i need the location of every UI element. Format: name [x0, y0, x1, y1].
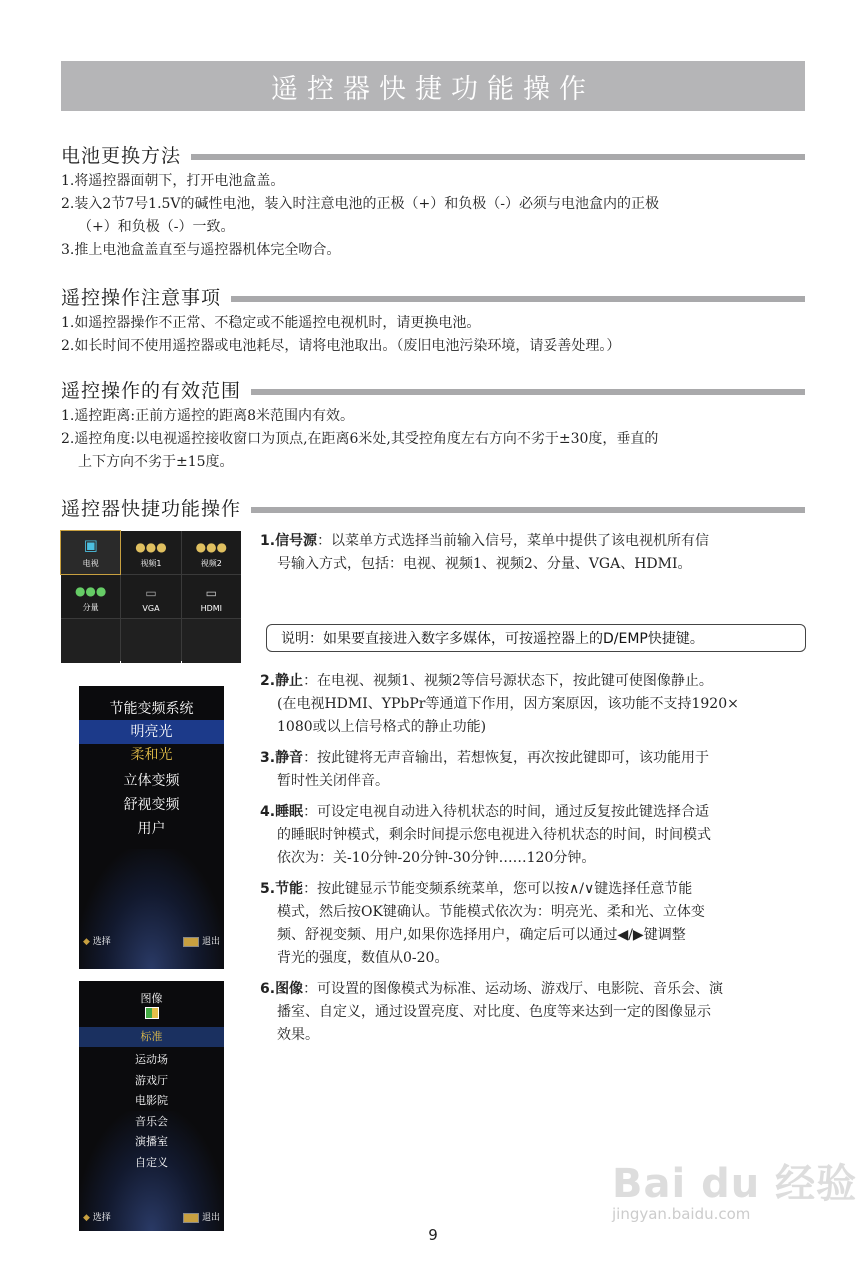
section-title: 遥控操作注意事项: [61, 287, 222, 309]
range-line-1: 1.遥控距离:正前方遥控的距离8米范围内有效。: [61, 408, 354, 424]
energy-option: 舒视变频: [123, 797, 180, 813]
range-line-2-cont: 上下方向不劣于±15度。: [78, 454, 234, 470]
battery-step-2-cont: （+）和负极（-）一致。: [78, 219, 235, 235]
hdmi-port-icon: ▭: [205, 586, 217, 600]
notes-list: [61, 312, 807, 358]
picture-option: 电影院: [135, 1094, 168, 1107]
section-divider: [191, 154, 805, 160]
page-number: 9: [428, 1226, 438, 1244]
section-title: 电池更换方法: [61, 145, 182, 167]
item-text-cont: 暂时性关闭伴音。: [277, 773, 389, 789]
item-key: 节能: [275, 881, 304, 897]
section-shortcut-heading: [61, 494, 805, 521]
section-divider: [251, 507, 805, 513]
energy-option: 立体变频: [123, 773, 180, 789]
item-mute: [260, 747, 808, 793]
baidu-watermark: [612, 1152, 857, 1223]
item-key: 信号源: [275, 533, 318, 549]
rca-jack-icon: ●●●: [135, 540, 167, 554]
item-text-cont: 号输入方式，包括：电视、视频1、视频2、分量、VGA、HDMI。: [277, 556, 692, 572]
note-box: 说明：如果要直接进入数字多媒体，可按遥控器上的D/EMP快捷键。: [266, 624, 806, 652]
section-title: 遥控器快捷功能操作: [61, 498, 242, 520]
banner-title: 遥控器快捷功能操作: [271, 73, 595, 105]
footer-exit-label: 退出: [201, 1213, 220, 1223]
watermark-main: Bai du 经验: [612, 1161, 858, 1207]
watermark-url: jingyan.baidu.com: [612, 1205, 751, 1223]
item-number: 4.: [260, 804, 276, 820]
source-cell-label: 视频1: [140, 559, 162, 568]
item-text-cont: (在电视HDMI、YPbPr等通道下作用，因方案原因，该功能不支持1920×: [277, 696, 739, 712]
item-text: ：可设定电视自动进入待机状态的时间，通过反复按此键选择合适: [303, 804, 710, 820]
source-menu-image: [61, 531, 241, 661]
item-text-cont: 1080或以上信号格式的静止功能): [277, 719, 487, 735]
item-text: ：可设置的图像模式为标准、运动场、游戏厅、电影院、音乐会、演: [303, 981, 724, 997]
item-text-cont: 的睡眠时钟模式，剩余时间提示您电视进入待机状态的时间，时间模式: [277, 827, 711, 843]
item-text: ：按此键显示节能变频系统菜单，您可以按∧/∨键选择任意节能: [303, 881, 693, 897]
source-cell-label: VGA: [142, 604, 160, 613]
item-list: [260, 670, 808, 1055]
section-battery-heading: [61, 141, 805, 168]
picture-option: 自定义: [135, 1156, 168, 1169]
item-energy: [260, 878, 808, 970]
battery-steps: [61, 170, 807, 262]
item-picture: [260, 978, 808, 1047]
picture-option: 游戏厅: [135, 1074, 168, 1087]
section-range-heading: [61, 376, 805, 403]
section-notes-heading: [61, 283, 805, 310]
tv-icon: ▣: [83, 536, 98, 554]
item-source: [260, 530, 808, 576]
page-banner: [61, 61, 805, 111]
item-number: 5.: [260, 881, 276, 897]
source-cell-label: 分量: [82, 603, 99, 612]
item-text-cont: 效果。: [277, 1027, 319, 1043]
picture-icon: [79, 1007, 224, 1022]
range-line-2: 2.遥控角度:以电视遥控接收窗口为顶点,在距离6米处,其受控角度左右方向不劣于±30度，垂直的: [61, 431, 659, 447]
energy-menu-title: 节能变频系统: [109, 701, 194, 717]
battery-step-1: 1.将遥控器面朝下，打开电池盒盖。: [61, 173, 285, 189]
source-cell-av1: [121, 531, 180, 574]
item-key: 静止: [275, 673, 304, 689]
item-text-cont: 播室、自定义，通过设置亮度、对比度、色度等来达到一定的图像显示: [277, 1004, 711, 1020]
item-number: 3.: [260, 750, 276, 766]
item-text-cont: 模式，然后按OK键确认。节能模式依次为：明亮光、柔和光、立体变: [277, 904, 705, 920]
notes-line-2: 2.如长时间不使用遥控器或电池耗尽，请将电池取出。（废旧电池污染环境，请妥善处理。）: [61, 338, 621, 354]
energy-menu-image: [79, 686, 224, 969]
battery-step-3: 3.推上电池盒盖直至与遥控器机体完全吻合。: [61, 242, 341, 258]
energy-option: 用户: [137, 821, 166, 837]
picture-option: 运动场: [135, 1053, 168, 1066]
footer-select-label: 选择: [92, 1213, 111, 1223]
component-jack-icon: ●●●: [74, 584, 107, 598]
picture-menu-footer: [83, 1210, 220, 1223]
picture-menu-image: [79, 981, 224, 1231]
rca-jack-icon: ●●●: [195, 540, 228, 554]
item-key: 静音: [275, 750, 304, 766]
section-divider: [251, 389, 805, 395]
picture-option: 演播室: [135, 1135, 168, 1148]
item-freeze: [260, 670, 808, 739]
energy-option: 柔和光: [130, 747, 173, 763]
footer-exit-label: 退出: [201, 937, 220, 947]
source-cell-hdmi: [182, 575, 241, 618]
source-cell-vga: [121, 575, 180, 618]
section-divider: [231, 296, 805, 302]
item-number: 2.: [260, 673, 276, 689]
source-cell-av2: [182, 531, 241, 574]
item-text-cont: 依次为：关-10分钟-20分钟-30分钟……120分钟。: [277, 850, 596, 866]
item-key: 睡眠: [275, 804, 304, 820]
source-cell-label: 电视: [82, 559, 99, 568]
item-number: 1.: [260, 533, 276, 549]
item-text: ：在电视、视频1、视频2等信号源状态下，按此键可使图像静止。: [303, 673, 713, 689]
source-cell-empty: [121, 619, 180, 663]
source-cell-tv: [61, 531, 120, 574]
vga-port-icon: ▭: [145, 586, 157, 600]
source-cell-label: HDMI: [200, 604, 223, 613]
item-key: 图像: [275, 981, 304, 997]
source-cell-empty: [182, 619, 241, 663]
source-cell-label: 视频2: [200, 559, 222, 568]
updown-arrows-icon: ◆: [83, 1213, 90, 1223]
item-text: ：以菜单方式选择当前输入信号，菜单中提供了该电视机所有信: [317, 533, 710, 549]
item-number: 6.: [260, 981, 276, 997]
exit-key-icon: [183, 937, 199, 947]
energy-menu-footer: [83, 934, 220, 947]
source-cell-component: [61, 575, 120, 618]
exit-key-icon: [183, 1213, 199, 1223]
energy-option-selected: 明亮光: [79, 720, 224, 744]
picture-option: 音乐会: [135, 1115, 168, 1128]
footer-select-label: 选择: [92, 937, 111, 947]
item-text-cont: 频、舒视变频、用户,如果你选择用户，确定后可以通过◀/▶键调整: [277, 927, 686, 943]
item-sleep: [260, 801, 808, 870]
picture-menu-title: 图像: [140, 992, 163, 1005]
item-text-cont: 背光的强度，数值从0-20。: [277, 950, 449, 966]
notes-line-1: 1.如遥控器操作不正常、不稳定或不能遥控电视机时，请更换电池。: [61, 315, 481, 331]
section-title: 遥控操作的有效范围: [61, 380, 242, 402]
updown-arrows-icon: ◆: [83, 937, 90, 947]
item-text: ：按此键将无声音输出，若想恢复，再次按此键即可，该功能用于: [303, 750, 710, 766]
source-cell-empty: [61, 619, 120, 663]
picture-option-selected: 标准: [79, 1027, 224, 1047]
range-list: [61, 405, 807, 474]
battery-step-2: 2.装入2节7号1.5V的碱性电池，装入时注意电池的正极（+）和负极（-）必须与电池盒内的正极: [61, 196, 660, 212]
